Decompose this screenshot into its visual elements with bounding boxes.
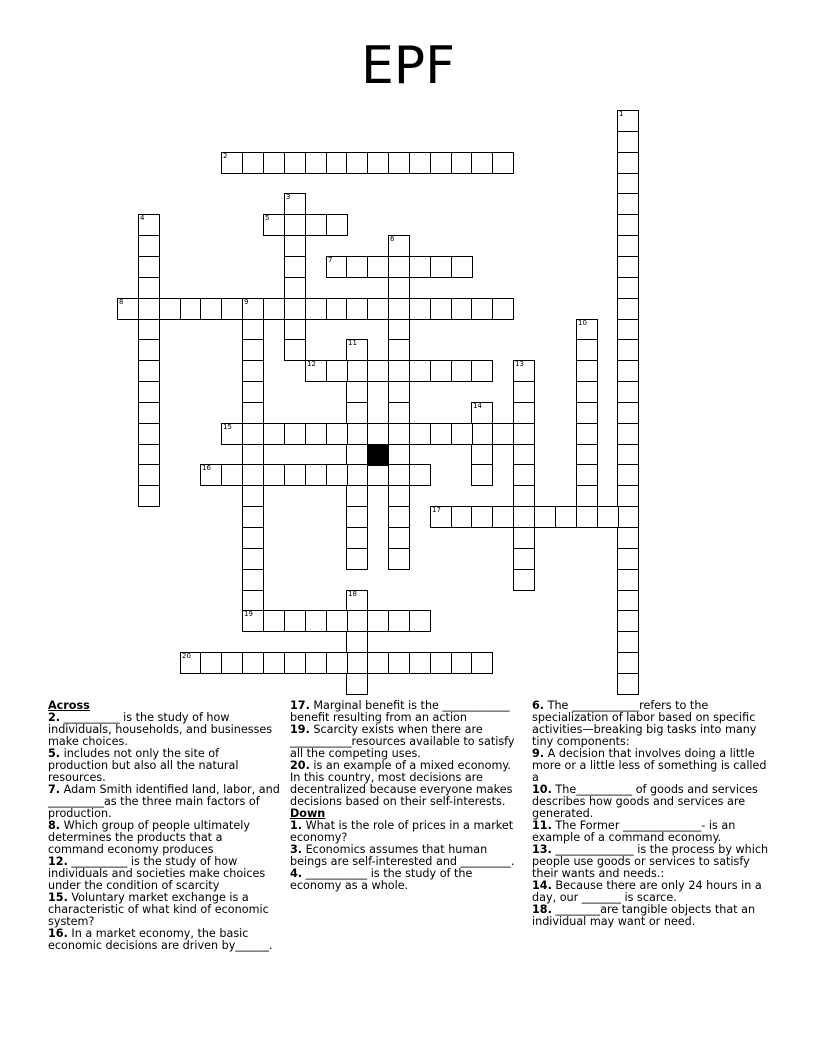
black-cell[interactable]: [367, 444, 389, 466]
grid-cell[interactable]: [617, 485, 639, 507]
grid-cell[interactable]: [471, 360, 493, 382]
grid-cell[interactable]: [409, 423, 431, 445]
grid-cell[interactable]: [242, 464, 264, 486]
grid-cell[interactable]: [263, 652, 285, 674]
grid-cell[interactable]: [576, 423, 598, 445]
grid-cell[interactable]: [617, 277, 639, 299]
grid-cell[interactable]: [200, 298, 222, 320]
grid-cell[interactable]: [138, 298, 160, 320]
cell-number: 7: [328, 256, 333, 264]
across-header: Across: [48, 699, 90, 712]
grid-cell[interactable]: [346, 444, 368, 466]
grid-cell[interactable]: [451, 506, 473, 528]
grid-cell[interactable]: [284, 214, 306, 236]
cell-number: 2: [223, 152, 228, 160]
grid-cell[interactable]: [409, 464, 431, 486]
grid-cell[interactable]: [326, 360, 348, 382]
grid-cell[interactable]: [138, 277, 160, 299]
grid-cell[interactable]: [576, 381, 598, 403]
grid-cell[interactable]: [451, 298, 473, 320]
grid-cell[interactable]: [617, 319, 639, 341]
grid-cell[interactable]: [242, 444, 264, 466]
grid-cell[interactable]: [471, 423, 493, 445]
grid-cell[interactable]: [617, 131, 639, 153]
grid-cell[interactable]: [346, 527, 368, 549]
grid-cell[interactable]: [388, 360, 410, 382]
cell-number: 11: [348, 339, 357, 347]
grid-cell[interactable]: [242, 339, 264, 361]
grid-cell[interactable]: [346, 298, 368, 320]
grid-cell[interactable]: [513, 485, 535, 507]
grid-cell[interactable]: [367, 423, 389, 445]
grid-cell[interactable]: [388, 548, 410, 570]
grid-cell[interactable]: [451, 360, 473, 382]
grid-cell[interactable]: [242, 590, 264, 612]
grid-cell[interactable]: [284, 277, 306, 299]
grid-cell[interactable]: [221, 464, 243, 486]
grid-cell[interactable]: [326, 298, 348, 320]
grid-cell[interactable]: [388, 506, 410, 528]
grid-cell[interactable]: [617, 444, 639, 466]
clue-down-9: 9. A decision that involves doing a little more or a little less of something is called a: [532, 747, 767, 784]
grid-cell[interactable]: [346, 485, 368, 507]
clue-down-13: 13. ______________ is the process by which people use goods or services to satisfy their wants and needs.:: [532, 843, 769, 880]
clue-across-15: 15. Voluntary market exchange is a characteristic of what kind of economic system?: [48, 891, 269, 928]
grid-cell[interactable]: [617, 298, 639, 320]
grid-cell[interactable]: [346, 360, 368, 382]
grid-cell[interactable]: [617, 569, 639, 591]
grid-cell[interactable]: [326, 256, 348, 278]
grid-cell[interactable]: [617, 214, 639, 236]
grid-cell[interactable]: [388, 319, 410, 341]
grid-cell[interactable]: [346, 673, 368, 695]
grid-cell[interactable]: [513, 381, 535, 403]
grid-cell[interactable]: [388, 381, 410, 403]
grid-cell[interactable]: [221, 152, 243, 174]
grid-cell[interactable]: [242, 548, 264, 570]
grid-cell[interactable]: [388, 235, 410, 257]
grid-cell[interactable]: [159, 298, 181, 320]
grid-cell[interactable]: [138, 402, 160, 424]
grid-cell[interactable]: [409, 298, 431, 320]
grid-cell[interactable]: [388, 423, 410, 445]
grid-cell[interactable]: [326, 214, 348, 236]
grid-cell[interactable]: [451, 256, 473, 278]
grid-cell[interactable]: [388, 652, 410, 674]
grid-cell[interactable]: [617, 506, 639, 528]
grid-cell[interactable]: [513, 464, 535, 486]
grid-cell[interactable]: [513, 444, 535, 466]
grid-cell[interactable]: [305, 152, 327, 174]
cell-number: 15: [223, 423, 232, 431]
grid-cell[interactable]: [367, 298, 389, 320]
grid-cell[interactable]: [138, 339, 160, 361]
grid-cell[interactable]: [284, 652, 306, 674]
grid-cell[interactable]: [180, 298, 202, 320]
grid-cell[interactable]: [305, 464, 327, 486]
grid-cell[interactable]: [138, 360, 160, 382]
grid-cell[interactable]: [346, 631, 368, 653]
grid-cell[interactable]: [576, 360, 598, 382]
grid-cell[interactable]: [242, 298, 264, 320]
grid-cell[interactable]: [326, 464, 348, 486]
grid-cell[interactable]: [513, 548, 535, 570]
grid-cell[interactable]: [284, 339, 306, 361]
grid-cell[interactable]: [346, 548, 368, 570]
grid-cell[interactable]: [513, 423, 535, 445]
grid-cell[interactable]: [513, 527, 535, 549]
grid-cell[interactable]: [388, 339, 410, 361]
cell-number: 3: [286, 193, 291, 201]
grid-cell[interactable]: [221, 423, 243, 445]
grid-cell[interactable]: [409, 652, 431, 674]
grid-cell[interactable]: [409, 256, 431, 278]
clues-column-3: [532, 700, 770, 928]
grid-cell[interactable]: [284, 193, 306, 215]
grid-cell[interactable]: [242, 569, 264, 591]
cell-number: 17: [432, 506, 441, 514]
grid-cell[interactable]: [138, 444, 160, 466]
grid-cell[interactable]: [388, 298, 410, 320]
clue-across-8: 8. Which group of people ultimately determines the products that a command economy produces: [48, 819, 250, 856]
grid-cell[interactable]: [346, 256, 368, 278]
grid-cell[interactable]: [138, 464, 160, 486]
grid-cell[interactable]: [388, 277, 410, 299]
puzzle-title: EPF: [360, 36, 456, 96]
grid-cell[interactable]: [409, 610, 431, 632]
grid-cell[interactable]: [284, 256, 306, 278]
grid-cell[interactable]: [492, 506, 514, 528]
clue-across-7: 7. Adam Smith identified land, labor, and __________as the three main factors of production.: [48, 783, 280, 820]
grid-cell[interactable]: [617, 173, 639, 195]
grid-cell[interactable]: [471, 652, 493, 674]
grid-cell[interactable]: [367, 360, 389, 382]
grid-cell[interactable]: [430, 506, 452, 528]
grid-cell[interactable]: [471, 444, 493, 466]
grid-cell[interactable]: [388, 444, 410, 466]
grid-cell[interactable]: [617, 548, 639, 570]
grid-cell[interactable]: [492, 152, 514, 174]
clue-down-11: 11. The Former ______________- is an example of a command economy.: [532, 819, 736, 844]
grid-cell[interactable]: [617, 423, 639, 445]
grid-cell[interactable]: [346, 381, 368, 403]
grid-cell[interactable]: [200, 652, 222, 674]
grid-cell[interactable]: [430, 360, 452, 382]
grid-cell[interactable]: [388, 256, 410, 278]
grid-cell[interactable]: [284, 152, 306, 174]
grid-cell[interactable]: [617, 527, 639, 549]
grid-cell[interactable]: [555, 506, 577, 528]
grid-cell[interactable]: [326, 610, 348, 632]
grid-cell[interactable]: [263, 610, 285, 632]
grid-cell[interactable]: [471, 298, 493, 320]
grid-cell[interactable]: [346, 423, 368, 445]
grid-cell[interactable]: [346, 652, 368, 674]
grid-cell[interactable]: [305, 214, 327, 236]
clues-column-2: [290, 700, 522, 892]
grid-cell[interactable]: [617, 152, 639, 174]
grid-cell[interactable]: [617, 610, 639, 632]
grid-cell[interactable]: [576, 319, 598, 341]
grid-cell[interactable]: [346, 339, 368, 361]
cell-number: 19: [244, 610, 253, 618]
grid-cell[interactable]: [263, 464, 285, 486]
clue-down-1: 1. What is the role of prices in a market economy?: [290, 819, 514, 844]
grid-cell[interactable]: [617, 235, 639, 257]
grid-cell[interactable]: [263, 298, 285, 320]
grid-cell[interactable]: [576, 444, 598, 466]
clue-across-20: 20. is an example of a mixed economy. In this country, most decisions are decentralized because everyone makes decisions based on their self-interests.: [290, 759, 513, 808]
grid-cell[interactable]: [367, 256, 389, 278]
grid-cell[interactable]: [326, 652, 348, 674]
grid-cell[interactable]: [513, 402, 535, 424]
grid-cell[interactable]: [576, 402, 598, 424]
grid-cell[interactable]: [388, 527, 410, 549]
grid-cell[interactable]: [117, 298, 139, 320]
cell-number: 18: [348, 590, 357, 598]
grid-cell[interactable]: [451, 652, 473, 674]
grid-cell[interactable]: [242, 527, 264, 549]
clue-across-16: 16. In a market economy, the basic economic decisions are driven by______.: [48, 927, 273, 952]
cell-number: 12: [307, 360, 316, 368]
grid-cell[interactable]: [430, 152, 452, 174]
clue-across-5: 5. includes not only the site of production but also all the natural resources.: [48, 747, 239, 784]
grid-cell[interactable]: [242, 610, 264, 632]
grid-cell[interactable]: [138, 381, 160, 403]
clues-column-1: [48, 700, 280, 952]
grid-cell[interactable]: [284, 610, 306, 632]
grid-cell[interactable]: [242, 319, 264, 341]
grid-cell[interactable]: [617, 464, 639, 486]
grid-cell[interactable]: [242, 506, 264, 528]
grid-cell[interactable]: [305, 298, 327, 320]
grid-cell[interactable]: [242, 152, 264, 174]
grid-cell[interactable]: [326, 423, 348, 445]
grid-cell[interactable]: [388, 485, 410, 507]
clue-down-4: 4. ___________ is the study of the economy as a whole.: [290, 867, 473, 892]
grid-cell[interactable]: [597, 506, 619, 528]
grid-cell[interactable]: [138, 214, 160, 236]
grid-cell[interactable]: [617, 402, 639, 424]
clue-down-14: 14. Because there are only 24 hours in a day, our _______ is scarce.: [532, 879, 762, 904]
cell-number: 13: [515, 360, 524, 368]
grid-cell[interactable]: [430, 652, 452, 674]
grid-cell[interactable]: [242, 652, 264, 674]
grid-cell[interactable]: [617, 339, 639, 361]
cell-number: 5: [265, 214, 270, 222]
clue-across-2: 2. __________ is the study of how individuals, households, and businesses make choices.: [48, 711, 273, 748]
grid-cell[interactable]: [221, 298, 243, 320]
grid-cell[interactable]: [576, 339, 598, 361]
grid-cell[interactable]: [617, 631, 639, 653]
grid-cell[interactable]: [451, 152, 473, 174]
cell-number: 1: [619, 110, 624, 118]
grid-cell[interactable]: [305, 610, 327, 632]
clue-across-12: 12. __________ is the study of how individuals and societies make choices under the condition of scarcity: [48, 855, 266, 892]
down-header: Down: [290, 807, 326, 820]
grid-cell[interactable]: [263, 152, 285, 174]
grid-cell[interactable]: [263, 214, 285, 236]
grid-cell[interactable]: [221, 652, 243, 674]
grid-cell[interactable]: [242, 402, 264, 424]
grid-cell[interactable]: [367, 610, 389, 632]
grid-cell[interactable]: [242, 381, 264, 403]
grid-cell[interactable]: [430, 256, 452, 278]
clue-down-10: 10. The__________ of goods and services describes how goods and services are generated.: [532, 783, 758, 820]
grid-cell[interactable]: [513, 360, 535, 382]
grid-cell[interactable]: [617, 673, 639, 695]
cell-number: 20: [182, 652, 191, 660]
grid-cell[interactable]: [617, 360, 639, 382]
grid-cell[interactable]: [430, 298, 452, 320]
grid-cell[interactable]: [242, 423, 264, 445]
grid-cell[interactable]: [617, 381, 639, 403]
grid-cell[interactable]: [284, 298, 306, 320]
grid-cell[interactable]: [326, 152, 348, 174]
grid-cell[interactable]: [284, 235, 306, 257]
grid-cell[interactable]: [263, 423, 285, 445]
grid-cell[interactable]: [346, 464, 368, 486]
grid-cell[interactable]: [200, 464, 222, 486]
grid-cell[interactable]: [138, 235, 160, 257]
grid-cell[interactable]: [388, 402, 410, 424]
grid-cell[interactable]: [284, 464, 306, 486]
grid-cell[interactable]: [617, 193, 639, 215]
clue-across-17: 17. Marginal benefit is the ____________ benefit resulting from an action: [290, 699, 510, 724]
grid-cell[interactable]: [617, 256, 639, 278]
grid-cell[interactable]: [138, 319, 160, 341]
grid-cell[interactable]: [242, 485, 264, 507]
grid-cell[interactable]: [346, 152, 368, 174]
grid-cell[interactable]: [388, 464, 410, 486]
grid-cell[interactable]: [305, 652, 327, 674]
cell-number: 9: [244, 298, 249, 306]
grid-cell[interactable]: [346, 610, 368, 632]
grid-cell[interactable]: [471, 506, 493, 528]
grid-cell[interactable]: [409, 360, 431, 382]
grid-cell[interactable]: [471, 402, 493, 424]
grid-cell[interactable]: [576, 464, 598, 486]
clue-down-3: 3. Economics assumes that human beings are self-interested and _________.: [290, 843, 515, 868]
grid-cell[interactable]: [430, 423, 452, 445]
grid-cell[interactable]: [346, 402, 368, 424]
grid-cell[interactable]: [305, 423, 327, 445]
grid-cell[interactable]: [367, 652, 389, 674]
cell-number: 10: [578, 319, 587, 327]
grid-cell[interactable]: [367, 464, 389, 486]
grid-cell[interactable]: [471, 152, 493, 174]
clue-down-6: 6. The ____________refers to the specialization of labor based on specific activities—breaking big tasks into many tiny components:: [532, 699, 757, 748]
grid-cell[interactable]: [409, 152, 431, 174]
grid-cell[interactable]: [617, 590, 639, 612]
grid-cell[interactable]: [138, 485, 160, 507]
grid-cell[interactable]: [367, 152, 389, 174]
cell-number: 14: [473, 402, 482, 410]
grid-cell[interactable]: [492, 423, 514, 445]
grid-cell[interactable]: [346, 590, 368, 612]
grid-cell[interactable]: [492, 298, 514, 320]
grid-cell[interactable]: [617, 110, 639, 132]
grid-cell[interactable]: [242, 360, 264, 382]
grid-cell[interactable]: [451, 423, 473, 445]
cell-number: 8: [119, 298, 124, 306]
grid-cell[interactable]: [284, 423, 306, 445]
cell-number: 6: [390, 235, 395, 243]
cell-number: 4: [140, 214, 145, 222]
grid-cell[interactable]: [180, 652, 202, 674]
grid-cell[interactable]: [305, 360, 327, 382]
grid-cell[interactable]: [576, 506, 598, 528]
grid-cell[interactable]: [388, 152, 410, 174]
grid-cell[interactable]: [534, 506, 556, 528]
clue-down-18: 18. ________are tangible objects that an individual may want or need.: [532, 903, 756, 928]
grid-cell[interactable]: [617, 652, 639, 674]
grid-cell[interactable]: [138, 256, 160, 278]
grid-cell[interactable]: [576, 485, 598, 507]
grid-cell[interactable]: [471, 464, 493, 486]
grid-cell[interactable]: [284, 319, 306, 341]
clue-across-19: 19. Scarcity exists when there are ___________resources available to satisfy all the competing uses.: [290, 723, 515, 760]
grid-cell[interactable]: [138, 423, 160, 445]
grid-cell[interactable]: [513, 506, 535, 528]
grid-cell[interactable]: [513, 569, 535, 591]
grid-cell[interactable]: [388, 610, 410, 632]
grid-cell[interactable]: [346, 506, 368, 528]
cell-number: 16: [202, 464, 211, 472]
